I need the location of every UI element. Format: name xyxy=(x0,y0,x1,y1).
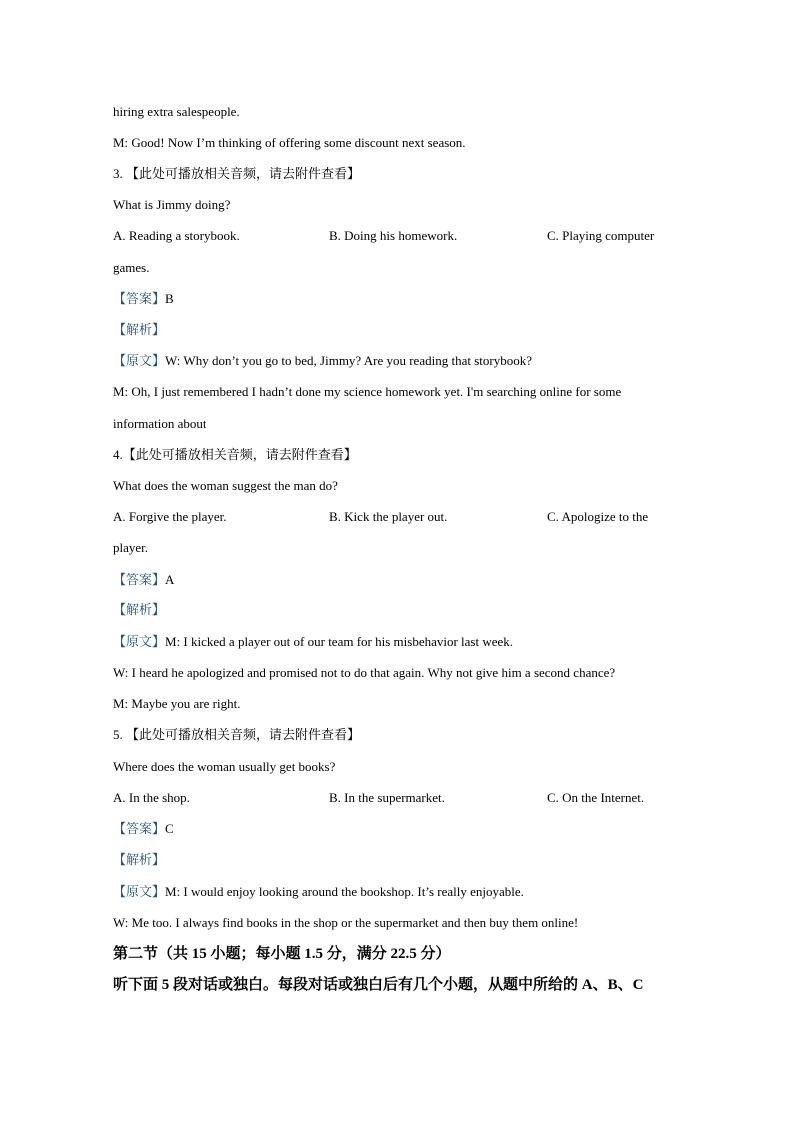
answer-line xyxy=(113,821,174,837)
transcript-line: M: Maybe you are right. xyxy=(113,696,241,711)
option-b: B. In the supermarket. xyxy=(329,790,445,805)
transcript-line: M: Oh, I just remembered I hadn’t done my science homework yet. I'm searching online for some xyxy=(113,384,622,399)
answer-value: B xyxy=(165,291,174,306)
text-line: M: Good! Now I’m thinking of offering some discount next season. xyxy=(113,135,466,150)
option-c: C. Playing computer xyxy=(547,228,655,243)
transcript-line: information about xyxy=(113,416,207,431)
question-5-text: Where does the woman usually get books? xyxy=(113,759,336,774)
transcript-line xyxy=(113,353,532,369)
section-instructions: 听下面 5 段对话或独白。每段对话或独白后有几个小题，从题中所给的 A、B、C xyxy=(113,977,644,993)
answer-line xyxy=(113,291,174,307)
answer-tag: 【答案】 xyxy=(113,291,166,306)
analysis-tag: 【解析】 xyxy=(113,602,166,617)
answer-tag: 【答案】 xyxy=(113,821,166,836)
analysis-tag: 【解析】 xyxy=(113,852,166,867)
option-b: B. Kick the player out. xyxy=(329,509,448,524)
transcript-tag: 【原文】 xyxy=(113,884,166,899)
question-4-header: 4.【此处可播放相关音频，请去附件查看】 xyxy=(113,447,357,462)
option-c: C. On the Internet. xyxy=(547,790,645,805)
answer-value: A xyxy=(165,572,175,587)
transcript-line xyxy=(113,634,513,650)
transcript-text: M: I would enjoy looking around the bookshop. It’s really enjoyable. xyxy=(165,884,524,899)
analysis-tag: 【解析】 xyxy=(113,322,166,337)
text-line: player. xyxy=(113,540,149,555)
answer-tag: 【答案】 xyxy=(113,572,166,587)
text-line: games. xyxy=(113,260,150,275)
transcript-text: M: I kicked a player out of our team for his misbehavior last week. xyxy=(165,634,514,649)
option-c: C. Apologize to the xyxy=(547,509,649,524)
option-a: A. In the shop. xyxy=(113,790,190,805)
answer-value: C xyxy=(165,821,174,836)
option-a: A. Forgive the player. xyxy=(113,509,227,524)
section-title: 第二节（共 15 小题；每小题 1.5 分，满分 22.5 分） xyxy=(113,946,451,962)
option-a: A. Reading a storybook. xyxy=(113,228,240,243)
transcript-tag: 【原文】 xyxy=(113,634,166,649)
option-b: B. Doing his homework. xyxy=(329,228,458,243)
question-4-text: What does the woman suggest the man do? xyxy=(113,478,338,493)
transcript-line: W: I heard he apologized and promised not to do that again. Why not give him a second chance? xyxy=(113,665,616,680)
transcript-line: W: Me too. I always find books in the shop or the supermarket and then buy them online! xyxy=(113,915,579,930)
question-3-text: What is Jimmy doing? xyxy=(113,197,231,212)
transcript-line xyxy=(113,884,524,900)
transcript-tag: 【原文】 xyxy=(113,353,166,368)
question-5-header: 5. 【此处可播放相关音频，请去附件查看】 xyxy=(113,727,361,742)
question-3-header: 3. 【此处可播放相关音频，请去附件查看】 xyxy=(113,166,361,181)
text-line: hiring extra salespeople. xyxy=(113,104,240,119)
answer-line xyxy=(113,572,174,588)
transcript-text: W: Why don’t you go to bed, Jimmy? Are you reading that storybook? xyxy=(165,353,532,368)
